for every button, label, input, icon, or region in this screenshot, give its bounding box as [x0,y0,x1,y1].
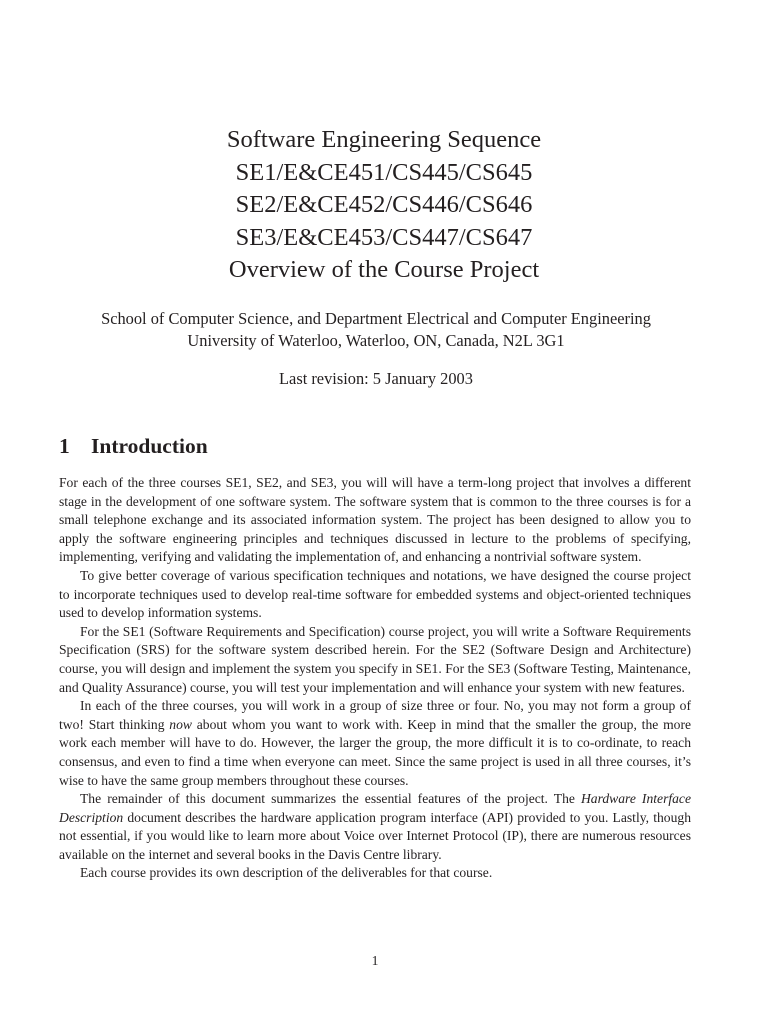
section-heading [59,432,208,460]
paragraph-5-part-2: document describes the hardware application program interface (API) provided to you. Lastly, though not essential, if you would like to learn more about Voice over Internet Protocol (IP), there are numerous resources available on the internet and several books in the Davis Centre library. [59,809,691,862]
paragraph-2: To give better coverage of various specification techniques and notations, we have designed the course project to incorporate techniques used to develop real-time software for embedded systems and object-oriented techniques used to develop information systems. [59,567,691,621]
revision-date: Last revision: 5 January 2003 [279,369,473,388]
title-line-3: SE2/E&CE452/CS446/CS646 [235,191,533,218]
affiliation-line-1: School of Computer Science, and Department Electrical and Computer Engineering [101,309,651,328]
section-title: Introduction [91,434,208,458]
paragraph-4 [59,697,691,790]
paragraph-1: For each of the three courses SE1, SE2, and SE3, you will will have a term-long project that involves a different stage in the development of one software system. The software system that is common to the three courses is for a small telephone exchange and its associated information system. The project has been designed to allow you to apply the software engineering principles and techniques discussed in lecture to the problems of specifying, implementing, verifying and validating the implementation of, and enhancing a nontrivial software system. [59,475,691,565]
paragraph-5 [59,790,691,864]
title-line-2: SE1/E&CE451/CS445/CS645 [235,158,533,186]
paragraph-4-emphasis: now [169,716,192,732]
title-line-4: SE3/E&CE453/CS447/CS647 [235,223,533,251]
page-number: 1 [371,953,379,968]
paragraph-5-emphasis: Hardware Interface Description [59,791,691,825]
paragraph-5-part-1: The remainder of this document summarizes the essential features of the project. The [80,791,581,807]
title-line-5: Overview of the Course Project [228,256,540,283]
paragraph-6: Each course provides its own description of the deliverables for that course. [80,865,493,881]
paragraph-4-part-2: about whom you want to work with. Keep in mind that the smaller the group, the more work each member will have to do. However, the larger the group, the more difficult it is to co-ordinate, to reach consensus, and even to find a time when everyone can meet. Since the same project is used in all three courses, it’s wise to have the same group members throughout these courses. [59,716,691,788]
title-line-1: Software Engineering Sequence [226,126,542,153]
affiliation [0,308,750,352]
document-title [0,124,768,287]
paragraph-3: For the SE1 (Software Requirements and Specification) course project, you will write a Software Requirements Specification (SRS) for the software system described herein. For the SE2 (Software Design and Architecture) course, you will design and implement the system you specify in SE1. For the SE3 (Software Testing, Maintenance, and Quality Assurance) course, you will test your implementation and will enhance your system with new features. [59,623,691,695]
body-text [59,474,691,883]
paragraph-4-part-1: In each of the three courses, you will work in a group of size three or four. No, you may not form a group of two! Start thinking [59,698,691,732]
affiliation-line-2: University of Waterloo, Waterloo, ON, Canada, N2L 3G1 [187,331,565,350]
section-number: 1 [59,434,70,458]
